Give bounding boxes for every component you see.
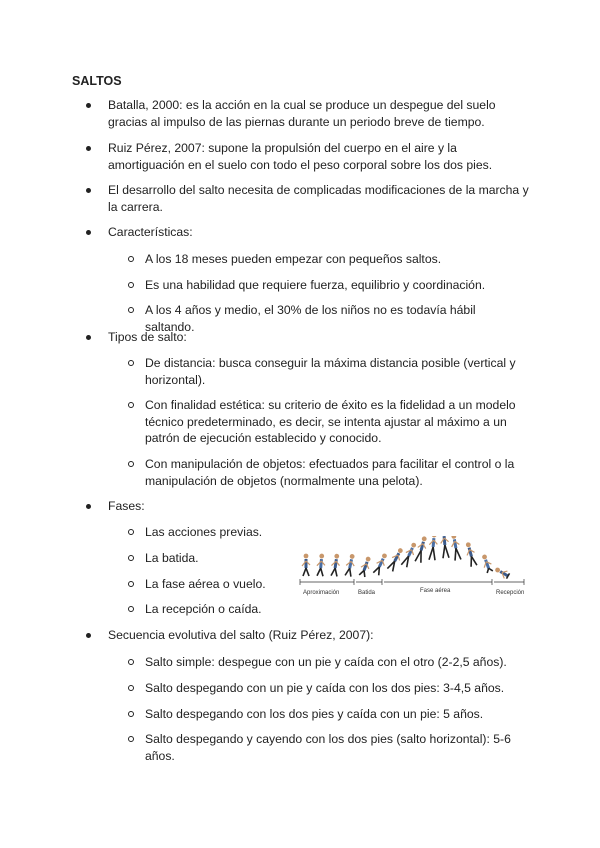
jumper-figure-part — [321, 559, 322, 568]
jump-phases-illustration — [298, 536, 526, 598]
bullet-icon — [86, 188, 91, 193]
jumper-figure-part — [350, 559, 352, 568]
sub-bullet-icon — [128, 402, 134, 408]
bullet-icon — [86, 633, 91, 638]
bullet-icon — [86, 103, 91, 108]
list-item: Batalla, 2000: es la acción en la cual se produce un despegue del suelo gracias al impulso de las piernas durante un periodo breve de tiempo. — [86, 97, 536, 130]
jumper-figure-part — [432, 536, 437, 538]
jump-sequence-graphic — [298, 536, 526, 598]
figure-label-batida: Batida — [358, 590, 376, 596]
jumper-figure-part — [381, 553, 387, 559]
jumper-figure-part — [481, 554, 487, 560]
jumper-figure-part — [334, 553, 339, 558]
jumper-figure-part — [421, 542, 423, 551]
list-item: El desarrollo del salto necesita de complicadas modificaciones de la marcha y la carrera. — [86, 182, 536, 215]
jumper-figure — [316, 553, 326, 576]
sub-bullet-icon — [128, 685, 134, 691]
sub-list-item: La batida. — [128, 550, 288, 567]
sub-bullet-icon — [128, 461, 134, 467]
jumper-figure-part — [334, 568, 338, 576]
jumper-figure-part — [364, 562, 367, 570]
jumper-figure-part — [445, 545, 449, 558]
jumper-figure-part — [365, 556, 371, 562]
sub-bullet-icon — [128, 282, 134, 288]
sub-list-item: Salto despegando y cayendo con los dos pies (salto horizontal): 5-6 años. — [128, 731, 523, 764]
jumper-figure-part — [404, 556, 411, 567]
jumper-figure-part — [489, 567, 493, 572]
sub-bullet-icon — [128, 555, 134, 561]
jumper-figure-part — [349, 554, 355, 560]
jumper-figure-part — [454, 539, 456, 548]
list-item: Fases: — [86, 498, 536, 515]
jumper-figure-part — [429, 547, 433, 560]
sub-list-item: A los 4 años y medio, el 30% de los niños no es todavía hábil saltando. — [128, 302, 528, 335]
sub-list-item: Salto despegando con los dos pies y caída con un pie: 5 años. — [128, 706, 528, 723]
list-item: Características: — [86, 224, 536, 241]
figure-label-recepcion: Recepción — [496, 590, 525, 596]
jumper-figure — [330, 553, 341, 576]
jumper-figure — [464, 541, 478, 567]
bullet-icon — [86, 146, 91, 151]
jumper-figure — [344, 553, 356, 577]
jumper-figure-part — [508, 573, 510, 576]
list-item: Ruiz Pérez, 2007: supone la propulsión del cuerpo en el aire y la amortiguación en el suelo con todo el peso corporal sobre los dos pies. — [86, 140, 536, 173]
sub-bullet-icon — [128, 606, 134, 612]
page-title: SALTOS — [72, 74, 122, 88]
jumper-figure-part — [376, 567, 382, 576]
jumper-figure-part — [411, 542, 417, 548]
jumper-figure-part — [444, 536, 445, 545]
jumper-figure-part — [451, 536, 457, 539]
jumper-figure — [372, 552, 389, 576]
sub-list-item: A los 18 meses pueden empezar con pequeños saltos. — [128, 251, 528, 268]
sub-list-item: La fase aérea o vuelo. — [128, 576, 288, 593]
jumper-figure-part — [433, 538, 434, 547]
jumper-figure-part — [469, 548, 471, 557]
jumper-figure-part — [306, 568, 309, 576]
jumper-figure — [386, 547, 405, 572]
sub-list-item: Las acciones previas. — [128, 524, 288, 541]
sub-bullet-icon — [128, 529, 134, 535]
sub-bullet-icon — [128, 711, 134, 717]
jumper-figure — [449, 536, 461, 561]
sub-bullet-icon — [128, 736, 134, 742]
jumper-figure-part — [418, 550, 424, 562]
sub-bullet-icon — [128, 659, 134, 665]
bullet-icon — [86, 504, 91, 509]
sub-list-item: De distancia: busca conseguir la máxima distancia posible (vertical y horizontal). — [128, 355, 518, 388]
sub-bullet-icon — [128, 256, 134, 262]
jumper-figure — [428, 536, 438, 560]
jumper-figures — [302, 536, 510, 579]
jumper-figure-part — [456, 548, 461, 560]
jumper-figure — [414, 536, 429, 563]
jumper-figure — [480, 553, 494, 573]
jumper-figure — [440, 536, 450, 558]
sub-list-item: La recepción o caída. — [128, 601, 288, 618]
sub-list-item: Salto despegando con un pie y caída con los dos pies: 3-4,5 años. — [128, 680, 528, 697]
figure-label-fase-aerea: Fase aérea — [420, 588, 451, 594]
jumper-figure-part — [320, 568, 324, 576]
jumper-figure-part — [359, 569, 364, 576]
jumper-figure — [494, 565, 510, 579]
jumper-figure-part — [421, 536, 427, 542]
sub-list-item: Salto simple: despegue con un pie y caída con el otro (2-2,5 años). — [128, 654, 528, 671]
jumper-figure-part — [471, 556, 476, 566]
sub-bullet-icon — [128, 307, 134, 313]
jumper-figure-part — [465, 542, 471, 548]
bullet-icon — [86, 335, 91, 340]
list-item: Tipos de salto: — [86, 329, 536, 346]
sub-list-item: Es una habilidad que requiere fuerza, equilibrio y coordinación. — [128, 277, 528, 294]
figure-label-aproximacion: Aproximación — [303, 590, 340, 596]
jumper-figure-part — [303, 568, 306, 576]
bullet-icon — [86, 230, 91, 235]
jumper-figure-part — [335, 559, 336, 568]
jumper-figure — [400, 541, 418, 567]
jumper-figure-part — [304, 554, 309, 559]
sub-list-item: Con manipulación de objetos: efectuados para facilitar el control o la manipulación de objetos (normalmente una pelota). — [128, 456, 518, 489]
phase-markers — [300, 579, 524, 585]
jumper-figure-part — [319, 553, 324, 558]
jumper-figure-part — [432, 547, 436, 560]
sub-bullet-icon — [128, 360, 134, 366]
sub-list-item: Con finalidad estética: su criterio de éxito es la fidelidad a un modelo técnico predeterminado, es decir, se intenta ajustar al máximo a un patrón de ejecución establecido y conocido. — [128, 397, 518, 447]
sub-bullet-icon — [128, 581, 134, 587]
list-item: Secuencia evolutiva del salto (Ruiz Pérez, 2007): — [86, 627, 536, 644]
jumper-figure — [358, 555, 372, 577]
jumper-figure-part — [390, 561, 397, 571]
jumper-figure — [302, 554, 310, 576]
